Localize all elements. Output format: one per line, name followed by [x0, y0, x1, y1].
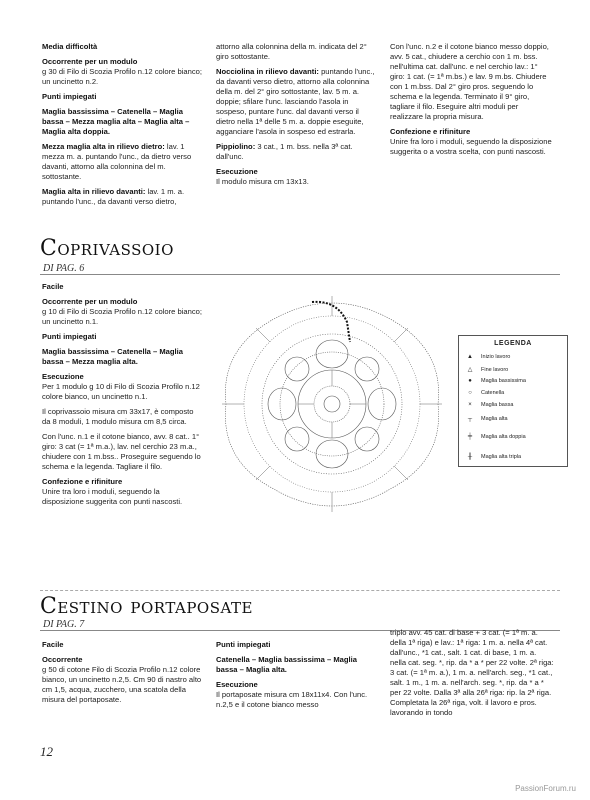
paragraph-text: attorno alla colonnina della m. indicata del 2° giro sottostante.	[216, 42, 367, 62]
paragraph-heading: Occorrente per un modulo	[42, 297, 138, 307]
section-title-coprivassoio: Coprivassoio	[40, 236, 174, 261]
paragraph-text: triplo avv. 45 cat. di base + 3 cat. (= 1ª m. a. della 1ª riga) e lav.: 1ª riga: 1 m. a. nella 4ª cat. dall'unc., *1 cat., salt. 1 cat. di base, 1 m. a. nella cat. seg. *, rip. da * a * per 22 volte. 2ª riga: 3 cat. (= 1ª m. a.), 1 m. a. nell'arch. seg., *1 cat., salt. 1 m., 1 m. a. nell'arch. seg. *, rip. da * a * per 22 volte. Dalla 3ª alla 26ª riga: rip. la 2ª riga. Completata la 26ª riga, volt. il lavoro e pros. lavorando in tondo	[390, 628, 554, 718]
t2-icon: ╪	[467, 434, 473, 440]
paragraph-heading: Catenella – Maglia bassissima – Maglia bassa – Maglia alta.	[216, 655, 357, 675]
paragraph	[42, 477, 202, 507]
cross-icon: ×	[468, 402, 472, 408]
paragraph-heading: Esecuzione	[216, 167, 258, 177]
paragraph-heading: Esecuzione	[42, 372, 84, 382]
crochet-diagram	[212, 292, 452, 517]
watermark: PassionForum.ru	[515, 784, 576, 793]
paragraph	[390, 42, 552, 122]
paragraph-text: Con l'unc. n.2 e il cotone bianco messo doppio, avv. 5 cat., chiudere a cerchio con 1 m. bss. nell'ultima cat. dall'unc. e nel cerchio lav.: 1° giro: 1 cat. (= 1ª m.bs.) e lav. 9 m.bs. Chiudere con 1 m.bss. Dal 2° giro pros. seguendo lo schema e la legenda. Terminato il 9° giro, tagliare il filo. Eseguire altri moduli per realizzare la propria misura.	[390, 42, 549, 122]
section-title-cestino: Cestino portaposate	[40, 594, 253, 619]
paragraph	[42, 57, 202, 87]
cestino-col-1	[42, 640, 204, 710]
legend-label: Fine lavoro	[481, 366, 509, 373]
paragraph	[390, 127, 552, 157]
paragraph-text: Unire tra loro i moduli, seguendo la disposizione suggerita con punti nascosti.	[42, 487, 183, 507]
paragraph	[216, 42, 378, 62]
legend-label: Maglia alta doppia	[481, 434, 526, 440]
top-col-2	[216, 42, 378, 192]
legend-item	[465, 378, 526, 384]
legend-label: Maglia bassissima	[481, 378, 526, 384]
paragraph-heading: Punti impiegati	[216, 640, 271, 649]
paragraph-heading: Mezza maglia alta in rilievo dietro:	[42, 142, 165, 152]
paragraph-text: Con l'unc. n.1 e il cotone bianco, avv. 8 cat.. 1° giro: 3 cat (= 1ª m.a.), lav. nel cerchio 23 m.a., chiudere con 1 m.bss.. Proseguire seguendo lo schema e la legenda. Tagliare il filo.	[42, 432, 201, 472]
dot-icon: ●	[468, 378, 472, 384]
paragraph-heading: Pippiolino:	[216, 142, 256, 152]
legend-label: Catenella	[481, 390, 505, 396]
paragraph	[42, 372, 202, 402]
paragraph	[216, 67, 378, 137]
paragraph-text: Il modulo misura cm 13x13.	[216, 177, 309, 187]
paragraph	[42, 92, 202, 102]
paragraph	[42, 432, 202, 472]
paragraph	[216, 655, 378, 675]
legend-label: Maglia bassa	[481, 402, 514, 408]
paragraph	[216, 680, 378, 710]
legend-label: Maglia alta tripla	[481, 454, 522, 460]
legend-item	[465, 416, 508, 422]
top-col-3	[390, 42, 552, 162]
cestino-col-3	[390, 628, 554, 723]
section-subtitle-coprivassoio: DI PAG. 6	[43, 263, 85, 274]
paragraph-text: Il portaposate misura cm 18x11x4. Con l'unc. n.2,5 e il cotone bianco messo	[216, 690, 368, 710]
paragraph-text: Per 1 modulo g 10 di Filo di Scozia Profilo n.12 colore bianco, un uncinetto n.1.	[42, 382, 200, 402]
paragraph	[42, 297, 202, 327]
t-icon: ┬	[467, 416, 473, 422]
paragraph	[216, 142, 378, 162]
paragraph-text: 3 cat., 1 m. bss. nella 3ª cat. dall'unc.	[216, 142, 353, 162]
legend-item	[465, 366, 508, 373]
cestino-col-2	[216, 640, 378, 715]
paragraph	[216, 167, 378, 187]
paragraph	[390, 628, 554, 718]
paragraph-text: g 10 di Filo di Scozia Profilo n.12 colore bianco; un uncinetto n.1.	[42, 307, 202, 327]
paragraph-text: puntando l'unc., da davanti verso dietro, attorno alla colonnina della m. del 2° giro sottostante, lav. 5 m. a. doppie; sfilare l'unc. lasciando l'asola in sospeso, puntare l'unc. dal davanti verso il dietro nella 1ª delle 5 m. a. doppie eseguite, agganciare l'asola in sospeso ed estrarla.	[216, 67, 375, 137]
paragraph	[216, 640, 378, 650]
legend-item	[465, 354, 510, 360]
coprivassoio-col	[42, 282, 202, 512]
legend-label: Inizio lavoro	[481, 354, 511, 360]
paragraph-heading: Media difficoltà	[42, 42, 98, 51]
paragraph-text: lav. 1 mezza m. a. puntando l'unc., da dietro verso davanti, attorno alla colonnina del m. sottostante.	[42, 142, 192, 182]
paragraph	[42, 187, 202, 207]
paragraph-text: Unire fra loro i moduli, seguendo la disposizione suggerita o a vostra scelta, con punti nascosti.	[390, 137, 552, 157]
legend-item	[465, 434, 526, 440]
section-rule	[40, 274, 560, 275]
end-arrow-icon: △	[467, 367, 473, 373]
legend-item	[465, 454, 521, 460]
top-col-1	[42, 42, 202, 212]
paragraph-text: Il coprivassoio misura cm 33x17, è composto da 8 moduli, 1 modulo misura cm 8,5 circa.	[42, 407, 194, 427]
paragraph	[42, 407, 202, 427]
paragraph-heading: Occorrente per un modulo	[42, 57, 138, 67]
paragraph	[42, 142, 202, 182]
paragraph-heading: Maglia bassissima – Catenella – Maglia bassa – Mezza maglia alta – Maglia alta – Maglia alta doppia.	[42, 107, 190, 137]
oval-icon: ○	[468, 390, 472, 396]
paragraph-heading: Facile	[42, 640, 64, 649]
legend-box	[458, 335, 568, 467]
paragraph-heading: Punti impiegati	[42, 332, 97, 342]
section-rule	[40, 590, 560, 591]
paragraph-heading: Occorrente	[42, 655, 83, 665]
page-number: 12	[40, 744, 53, 759]
legend-item	[465, 402, 513, 408]
paragraph-heading: Nocciolina in rilievo davanti:	[216, 67, 319, 77]
paragraph	[42, 347, 202, 367]
paragraph	[42, 42, 202, 52]
paragraph	[42, 640, 204, 650]
t3-icon: ╫	[467, 454, 473, 460]
paragraph	[42, 282, 202, 292]
paragraph-heading: Facile	[42, 282, 64, 291]
paragraph-text: g 30 di Filo di Scozia Profilo n.12 colore bianco; un uncinetto n.2.	[42, 67, 202, 87]
paragraph-text: lav. 1 m. a. puntando l'unc., da davanti verso dietro,	[42, 187, 185, 207]
paragraph-heading: Punti impiegati	[42, 92, 97, 102]
section-subtitle-cestino: DI PAG. 7	[43, 619, 85, 630]
paragraph	[42, 107, 202, 137]
legend-label: Maglia alta	[481, 416, 508, 422]
paragraph-text: g 50 di cotone Filo di Scozia Profilo n.12 colore bianco, un uncinetto n.2,5. Cm 90 di nastro alto cm 1,5, acqua, zucchero, una scatola della misura del portaposate.	[42, 665, 202, 705]
paragraph-heading: Confezione e rifiniture	[390, 127, 471, 137]
start-arrow-icon: ▲	[467, 354, 473, 360]
paragraph-heading: Esecuzione	[216, 680, 258, 690]
paragraph-heading: Maglia bassissima – Catenella – Maglia bassa – Mezza maglia alta.	[42, 347, 183, 367]
paragraph-heading: Maglia alta in rilievo davanti:	[42, 187, 146, 197]
paragraph-heading: Confezione e rifiniture	[42, 477, 123, 487]
legend-item	[465, 390, 504, 396]
legend-title: LEGENDA	[494, 340, 532, 347]
paragraph	[42, 655, 204, 705]
paragraph	[42, 332, 202, 342]
